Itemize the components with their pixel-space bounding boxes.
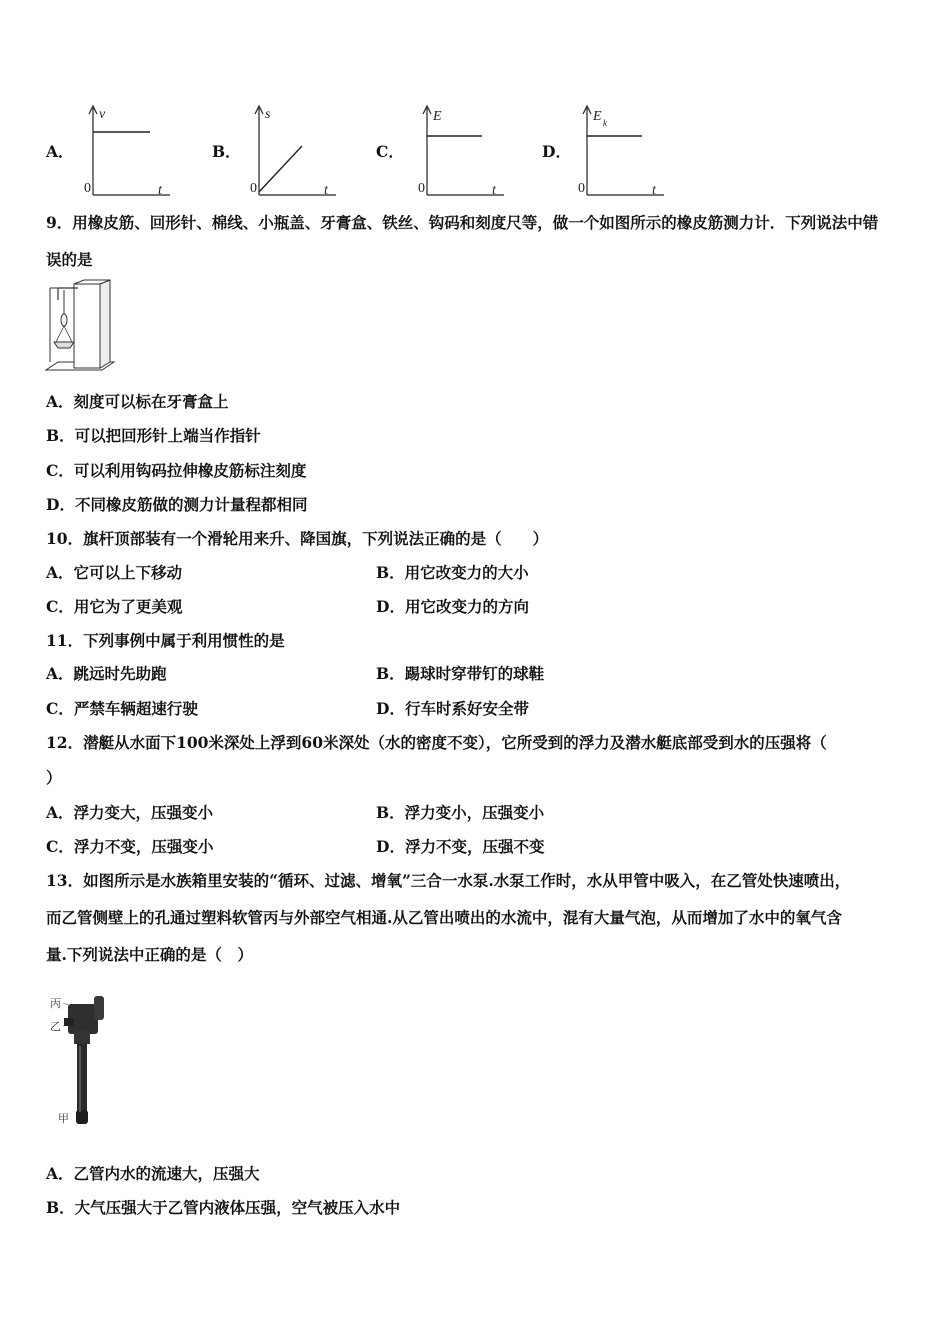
bottle-cap bbox=[54, 342, 74, 348]
q12-option-c: C．浮力不变，压强变小 bbox=[46, 837, 214, 856]
y-axis-subscript: k bbox=[603, 118, 607, 128]
q11-option-a: A．跳远时先助跑 bbox=[46, 664, 167, 683]
x-axis-label: t bbox=[492, 183, 496, 198]
q12-stem-line1: 12．潜艇从水面下100米深处上浮到60米深处（水的密度不变），它所受到的浮力及潜水艇底部受到水的压强将（ bbox=[46, 733, 827, 752]
q8-option-a-letter: A． bbox=[46, 142, 74, 161]
q9-option-b: B．可以把回形针上端当作指针 bbox=[46, 426, 261, 445]
box-side bbox=[100, 280, 110, 368]
q8-option-d-letter: D． bbox=[542, 142, 571, 161]
q8-graph-d bbox=[572, 100, 672, 204]
q9-stem-line2: 误的是 bbox=[46, 250, 93, 269]
x-axis-label: t bbox=[158, 183, 162, 198]
air-hose-bing bbox=[94, 996, 104, 1020]
y-axis-label: v bbox=[99, 107, 106, 122]
q9-option-c: C．可以利用钩码拉伸橡皮筋标注刻度 bbox=[46, 461, 307, 480]
intake-pipe-jia bbox=[77, 1044, 87, 1114]
q10-option-d: D．用它改变力的方向 bbox=[376, 597, 529, 616]
q9-option-a: A．刻度可以标在牙膏盒上 bbox=[46, 392, 229, 411]
q8-option-b-letter: B． bbox=[212, 142, 241, 161]
q13-stem-line1: 13．如图所示是水族箱里安装的“循环、过滤、增氧”三合一水泵.水泵工作时，水从甲管中吸入，在乙管处快速喷出， bbox=[46, 871, 851, 890]
q8-option-c-letter: C． bbox=[376, 142, 404, 161]
label-yi: 乙 bbox=[50, 1020, 61, 1033]
q8-graph-a bbox=[78, 100, 178, 204]
y-axis-label: s bbox=[265, 107, 271, 122]
origin-label: 0 bbox=[578, 181, 585, 196]
y-axis-label: E bbox=[433, 109, 442, 124]
q13-stem-line2: 而乙管侧壁上的孔通过塑料软管丙与外部空气相通.从乙管出喷出的水流中，混有大量气泡，从而增加了水中的氧气含 bbox=[46, 908, 842, 927]
x-axis-label: t bbox=[324, 183, 328, 198]
q12-stem-line2: ） bbox=[46, 768, 62, 787]
q10-option-a: A．它可以上下移动 bbox=[46, 563, 183, 582]
cotton-string-left bbox=[56, 326, 64, 342]
q12-option-b: B．浮力变小，压强变小 bbox=[376, 803, 545, 822]
x-axis-label: t bbox=[652, 183, 656, 198]
q11-option-c: C．严禁车辆超速行驶 bbox=[46, 699, 198, 718]
q9-option-d: D．不同橡皮筋做的测力计量程都相同 bbox=[46, 495, 308, 514]
paper-clip bbox=[61, 314, 67, 326]
pump-body bbox=[74, 1030, 90, 1044]
q11-stem: 11．下列事例中属于利用惯性的是 bbox=[46, 631, 285, 650]
q9-stem-line1: 9．用橡皮筋、回形针、棉线、小瓶盖、牙膏盒、铁丝、钩码和刻度尺等，做一个如图所示的橡皮筋测力计．下列说法中错 bbox=[46, 213, 879, 232]
graph-line bbox=[259, 146, 302, 192]
q13-option-b: B．大气压强大于乙管内液体压强，空气被压入水中 bbox=[46, 1198, 401, 1217]
q8-graph-b bbox=[244, 100, 344, 204]
intake-tip bbox=[76, 1110, 88, 1124]
origin-label: 0 bbox=[250, 181, 257, 196]
q10-option-b: B．用它改变力的大小 bbox=[376, 563, 529, 582]
origin-label: 0 bbox=[84, 181, 91, 196]
y-axis-label: E bbox=[593, 109, 602, 124]
q11-option-b: B．踢球时穿带钉的球鞋 bbox=[376, 664, 545, 683]
origin-label: 0 bbox=[418, 181, 425, 196]
q9-rubber-band-scale-figure bbox=[44, 278, 120, 384]
q12-option-a: A．浮力变大，压强变小 bbox=[46, 803, 214, 822]
pipe-highlight bbox=[79, 1046, 81, 1112]
q13-water-pump-figure bbox=[46, 990, 116, 1136]
q13-stem-line3: 量.下列说法中正确的是（ ） bbox=[46, 945, 253, 964]
outlet-yi bbox=[64, 1018, 74, 1026]
label-jia: 甲 bbox=[58, 1112, 69, 1125]
q8-graph-c bbox=[412, 100, 512, 204]
box-front bbox=[74, 284, 100, 368]
q10-option-c: C．用它为了更美观 bbox=[46, 597, 183, 616]
q12-option-d: D．浮力不变，压强不变 bbox=[376, 837, 545, 856]
q13-option-a: A．乙管内水的流速大，压强大 bbox=[46, 1164, 260, 1183]
cotton-string-right bbox=[64, 326, 72, 342]
q11-option-d: D．行车时系好安全带 bbox=[376, 699, 529, 718]
q10-stem: 10．旗杆顶部装有一个滑轮用来升、降国旗，下列说法正确的是（ ） bbox=[46, 529, 549, 548]
label-bing: 丙 bbox=[50, 997, 61, 1010]
